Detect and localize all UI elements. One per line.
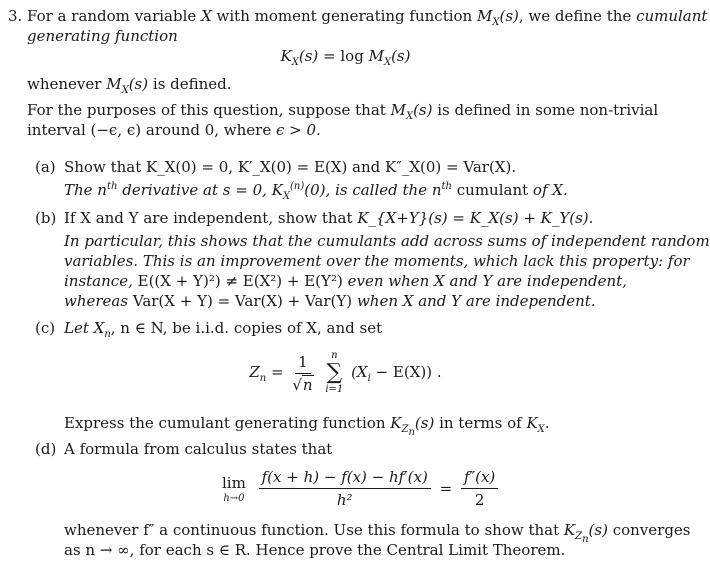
part-b-line-5 [64, 291, 596, 311]
part-b-text: even when X and Y are independent, [347, 272, 627, 290]
part-b-line-2: In particular, this shows that the cumulants add across sums of independent random [64, 232, 710, 250]
mgf-symbol: $M_X(s)$ [390, 101, 433, 122]
denominator: 2 [474, 491, 485, 509]
summation [325, 350, 343, 396]
denominator: h² [336, 491, 353, 509]
part-c-text: Express the cumulant generating function [64, 414, 386, 432]
sigma: ∑ [326, 360, 343, 385]
part-c-text: in terms of [439, 414, 522, 432]
fraction [292, 353, 313, 394]
mgf-symbol: $M_X(s)$ [106, 75, 149, 96]
zn-definition: $Z_n$ = $\frac{1}{√n}$ n ∑ i=1 $(X_i - E(X))$ . [249, 350, 442, 395]
term-cumulant: cumulant [636, 7, 708, 25]
part-d-line-3 [64, 520, 691, 545]
expr-tail: − E(X)) . [375, 363, 442, 381]
second-derivative-fraction [461, 468, 498, 509]
numerator: f″(x) [461, 468, 498, 489]
part-a-text: (0), is called the n [304, 181, 442, 199]
moment-formula: E((X + Y)²) ≠ E(X²) + E(Y²) [137, 272, 343, 290]
para2-line-2 [27, 120, 321, 140]
intro-text: For a random variable [27, 7, 197, 25]
limit-operator [222, 473, 246, 505]
term-cumulant: cumulant [456, 181, 529, 199]
limit-formula: lim h→0 $\frac{f(x + h) - f(x) - hf'(x)}{\text{h²}}$ = $\frac{f''(x)}{2}$ [222, 468, 502, 509]
intro-text: whenever [27, 75, 102, 93]
variance-formula: Var(X + Y) = Var(X) + Var(Y) [132, 292, 353, 310]
lim-subscript: h→0 [223, 492, 245, 504]
para2-text: interval (−ϵ, ϵ) around 0, where [27, 121, 272, 139]
part-c-text: . [544, 414, 550, 432]
part-c-line-3 [64, 413, 550, 438]
denominator: √n [292, 375, 313, 394]
part-a-line-1: Show that K_X(0) = 0, K′_X(0) = E(X) and K″_X(0) = Var(X). [64, 158, 517, 176]
k-zn-symbol: $K_{Z_n}(s)$ [390, 414, 435, 438]
intro-text: with moment generating function [216, 7, 473, 25]
para2-text: For the purposes of this question, suppose that [27, 101, 386, 119]
para2-text: is defined in some non-trivial [437, 101, 659, 119]
intro-line-3 [27, 74, 232, 94]
sum-lower: i=1 [325, 384, 344, 395]
part-d-label: (d) [35, 440, 57, 458]
part-b-line-3: variables. This is an improvement over the moments, which lack this property: for [64, 252, 690, 270]
epsilon-condition: ϵ > 0. [276, 121, 321, 139]
mgf-symbol: $M_X(s)$ [477, 7, 519, 28]
intro-line-1 [27, 6, 707, 26]
part-b-text: If X and Y are independent, show that [64, 209, 353, 227]
part-d-line-1: A formula from calculus states that [64, 440, 333, 458]
part-a-text: The n [64, 181, 107, 199]
part-b-text: instance, [64, 272, 133, 290]
numerator: f(x + h) − f(x) − hf′(x) [259, 468, 431, 489]
part-a-line-2 [64, 180, 568, 200]
sqrt-argument: n [302, 375, 313, 394]
intro-text: , we define the [518, 7, 632, 25]
part-a-text: derivative at s = 0, [122, 181, 267, 199]
cgf-definition: $K_X(s) = \log M_X(s)$ [280, 47, 411, 68]
part-b-text: whereas [64, 292, 129, 310]
part-d-text: whenever f″ a continuous function. Use this formula to show that [64, 521, 560, 539]
question-number: 3. [8, 7, 23, 25]
k-x-symbol: $K_X$ [526, 414, 545, 435]
part-b-line-1 [64, 208, 593, 228]
numerator: 1 [295, 353, 311, 374]
superscript: th [106, 181, 118, 192]
part-d-text: converges [612, 521, 691, 539]
part-b-text: when X and Y are independent. [356, 292, 596, 310]
difference-quotient [259, 468, 431, 509]
sum-upper: n [331, 350, 338, 361]
part-c-text: , n ∈ N, be i.i.d. copies of X, and set [110, 319, 383, 337]
part-b-label: (b) [35, 209, 57, 227]
part-a-text: of X. [532, 181, 568, 199]
nth-derivative-symbol: $K_X^{(n)}$ [271, 181, 305, 202]
part-c-line-1: Let $X_n$, n ∈ N, be i.i.d. copies of X, and set [64, 319, 383, 340]
lim-word: lim [222, 473, 246, 492]
part-c-text: Let X [64, 319, 105, 337]
superscript: th [441, 181, 452, 192]
part-a-label: (a) [35, 158, 56, 176]
var-x: X [201, 7, 212, 25]
para2-line-1 [27, 100, 658, 120]
term-generating-function: generating function [27, 27, 178, 45]
part-d-line-4: as n → ∞, for each s ∈ R. Hence prove the Central Limit Theorem. [64, 541, 566, 559]
intro-text: is defined. [152, 75, 232, 93]
part-c-label: (c) [35, 319, 56, 337]
part-b-line-4 [64, 271, 627, 291]
additivity-formula: K_{X+Y}(s) = K_X(s) + K_Y(s). [357, 209, 594, 227]
k-zn-symbol: $K_{Z_n}(s)$ [563, 521, 608, 545]
expr-head: (X [351, 363, 368, 381]
